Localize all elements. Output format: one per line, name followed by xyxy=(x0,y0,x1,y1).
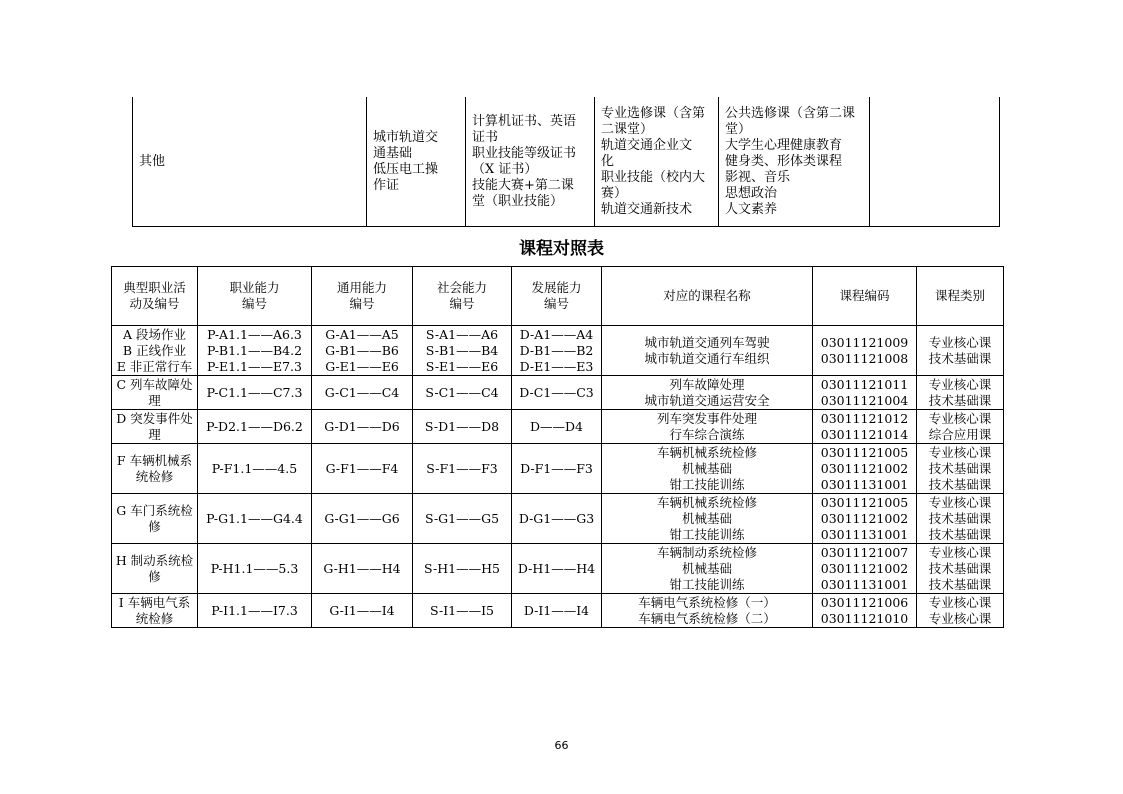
certificate-cell: 城市轨道交 通基础 低压电工操 作证 xyxy=(367,97,466,227)
categories-cell: 专业核心课 技术基础课 技术基础课 xyxy=(917,494,1004,544)
codes-cell: 03011121009 03011121008 xyxy=(813,326,917,376)
development-cell: D-A1——A4 D-B1——B2 D-E1——E3 xyxy=(512,326,602,376)
codes-cell: 03011121012 03011121014 xyxy=(813,410,917,444)
general-cell: G-I1——I4 xyxy=(312,594,413,628)
professional-cell: P-G1.1——G4.4 xyxy=(198,494,312,544)
activity-cell: D 突发事件处 理 xyxy=(112,410,198,444)
general-cell: G-C1——C4 xyxy=(312,376,413,410)
codes-cell: 03011121007 03011121002 03011131001 xyxy=(813,544,917,594)
professional-cell: P-I1.1——I7.3 xyxy=(198,594,312,628)
empty-cell xyxy=(870,97,1000,227)
development-cell: D——D4 xyxy=(512,410,602,444)
professional-cell: P-F1.1——4.5 xyxy=(198,444,312,494)
development-cell: D-F1——F3 xyxy=(512,444,602,494)
header-categories: 课程类别 xyxy=(917,267,1004,326)
professional-cell: P-C1.1——C7.3 xyxy=(198,376,312,410)
header-social: 社会能力 编号 xyxy=(413,267,512,326)
table-row xyxy=(112,444,1004,494)
continued-table xyxy=(132,97,1000,227)
development-cell: D-G1——G3 xyxy=(512,494,602,544)
codes-cell: 03011121006 03011121010 xyxy=(813,594,917,628)
codes-cell: 03011121011 03011121004 xyxy=(813,376,917,410)
table-row xyxy=(112,410,1004,444)
courses-cell: 城市轨道交通列车驾驶 城市轨道交通行车组织 xyxy=(602,326,813,376)
professional-cell: P-D2.1——D6.2 xyxy=(198,410,312,444)
header-codes: 课程编码 xyxy=(813,267,917,326)
social-cell: S-H1——H5 xyxy=(413,544,512,594)
course-table xyxy=(111,266,1004,628)
courses-cell: 车辆电气系统检修（一） 车辆电气系统检修（二） xyxy=(602,594,813,628)
courses-cell: 车辆制动系统检修 机械基础 钳工技能训练 xyxy=(602,544,813,594)
activity-cell: F 车辆机械系 统检修 xyxy=(112,444,198,494)
table-row xyxy=(112,376,1004,410)
courses-cell: 列车故障处理 城市轨道交通运营安全 xyxy=(602,376,813,410)
activity-cell: H 制动系统检 修 xyxy=(112,544,198,594)
general-cell: G-F1——F4 xyxy=(312,444,413,494)
courses-cell: 车辆机械系统检修 机械基础 钳工技能训练 xyxy=(602,444,813,494)
development-cell: D-H1——H4 xyxy=(512,544,602,594)
general-cell: G-G1——G6 xyxy=(312,494,413,544)
categories-cell: 专业核心课 技术基础课 技术基础课 xyxy=(917,444,1004,494)
public-elective-cell: 公共选修课（含第二课 堂） 大学生心理健康教育 健身类、形体类课程 影视、音乐 思想政治 人文素养 xyxy=(719,97,870,227)
activity-cell: C 列车故障处 理 xyxy=(112,376,198,410)
courses-cell: 车辆机械系统检修 机械基础 钳工技能训练 xyxy=(602,494,813,544)
table-row xyxy=(112,494,1004,544)
header-professional: 职业能力 编号 xyxy=(198,267,312,326)
professional-cell: P-A1.1——A6.3 P-B1.1——B4.2 P-E1.1——E7.3 xyxy=(198,326,312,376)
page-number: 66 xyxy=(554,739,569,752)
header-activity: 典型职业活 动及编号 xyxy=(112,267,198,326)
header-development: 发展能力 编号 xyxy=(512,267,602,326)
social-cell: S-D1——D8 xyxy=(413,410,512,444)
table-row xyxy=(112,594,1004,628)
activity-cell: G 车门系统检 修 xyxy=(112,494,198,544)
categories-cell: 专业核心课 技术基础课 xyxy=(917,376,1004,410)
header-general: 通用能力 编号 xyxy=(312,267,413,326)
category-cell: 其他 xyxy=(133,97,367,227)
social-cell: S-I1——I5 xyxy=(413,594,512,628)
table-row xyxy=(112,326,1004,376)
codes-cell: 03011121005 03011121002 03011131001 xyxy=(813,444,917,494)
codes-cell: 03011121005 03011121002 03011131001 xyxy=(813,494,917,544)
social-cell: S-G1——G5 xyxy=(413,494,512,544)
table-row xyxy=(112,544,1004,594)
skills-cert-cell: 计算机证书、英语 证书 职业技能等级证书 （X 证书） 技能大赛+第二课 堂（职业技能） xyxy=(466,97,595,227)
general-cell: G-A1——A5 G-B1——B6 G-E1——E6 xyxy=(312,326,413,376)
categories-cell: 专业核心课 专业核心课 xyxy=(917,594,1004,628)
activity-cell: I 车辆电气系 统检修 xyxy=(112,594,198,628)
header-courses: 对应的课程名称 xyxy=(602,267,813,326)
social-cell: S-A1——A6 S-B1——B4 S-E1——E6 xyxy=(413,326,512,376)
social-cell: S-F1——F3 xyxy=(413,444,512,494)
general-cell: G-D1——D6 xyxy=(312,410,413,444)
table-title: 课程对照表 xyxy=(519,239,604,259)
activity-cell: A 段场作业 B 正线作业 E 非正常行车 xyxy=(112,326,198,376)
social-cell: S-C1——C4 xyxy=(413,376,512,410)
development-cell: D-I1——I4 xyxy=(512,594,602,628)
categories-cell: 专业核心课 综合应用课 xyxy=(917,410,1004,444)
general-cell: G-H1——H4 xyxy=(312,544,413,594)
courses-cell: 列车突发事件处理 行车综合演练 xyxy=(602,410,813,444)
header-row xyxy=(112,267,1004,326)
categories-cell: 专业核心课 技术基础课 技术基础课 xyxy=(917,544,1004,594)
elective-cell: 专业选修课（含第 二课堂） 轨道交通企业文 化 职业技能（校内大 赛） 轨道交通新技术 xyxy=(595,97,719,227)
development-cell: D-C1——C3 xyxy=(512,376,602,410)
categories-cell: 专业核心课 技术基础课 xyxy=(917,326,1004,376)
professional-cell: P-H1.1——5.3 xyxy=(198,544,312,594)
